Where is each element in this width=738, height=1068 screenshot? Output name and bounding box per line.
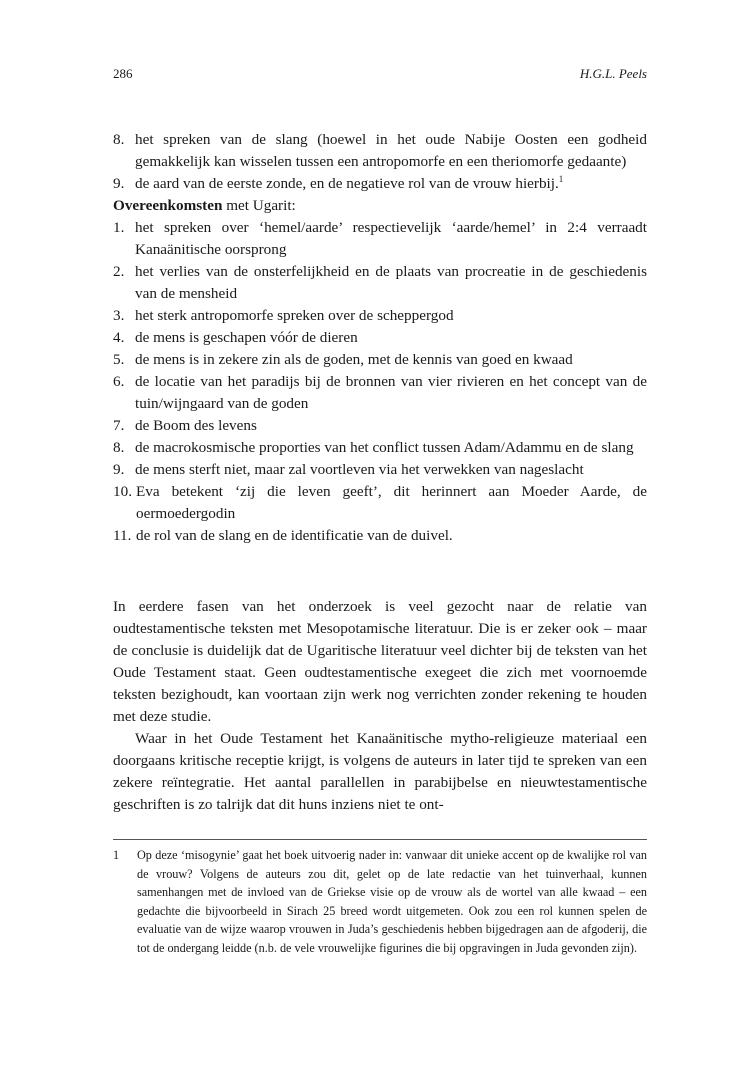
page-number: 286 <box>113 66 133 81</box>
list-item: 9. de mens sterft niet, maar zal voortleven via het verwekken van nageslacht <box>113 461 584 478</box>
list-item: 8. de macrokosmische proporties van het conflict tussen Adam/Adammu en de slang <box>113 439 634 456</box>
paragraph: In eerdere fasen van het onderzoek is veel gezocht naar de relatie van oudtestamentische teksten met Mesopotamische literatuur. Die is er zeker ook – maar de conclusie is duidelijk dat de Ugaritische literatuur veel dichter bij de teksten van het Oude Testament staat. Geen oudtestamentische exegeet die zich met voornoemde teksten bezighoudt, kan voortaan zijn werk nog verrichten zonder rekening te houden met deze studie. <box>113 598 647 725</box>
list-item: 1. het spreken over ‘hemel/aarde’ respectievelijk ‘aarde/hemel’ in 2:4 verraadt Kanaänitische oorsprong <box>113 219 647 258</box>
running-head-author: H.G.L. Peels <box>579 66 647 81</box>
footnote <box>113 846 647 957</box>
footnote-divider <box>113 839 647 840</box>
book-page <box>113 0 647 1068</box>
paragraph: Waar in het Oude Testament het Kanaänitische mytho-religieuze materiaal een doorgaans kritische receptie krijgt, is volgens de auteurs in later tijd te spreken van een zekere reïntegratie. Het aantal parallellen in parabijbelse en nieuwtestamentische geschriften is zo talrijk dat dit huns inziens niet te ont- <box>113 730 647 813</box>
list-item: 4. de mens is geschapen vóór de dieren <box>113 329 358 346</box>
list-item: 2. het verlies van de onsterfelijkheid en de plaats van procreatie in de geschiedenis van de mensheid <box>113 263 647 302</box>
list-item: 10. Eva betekent ‘zij die leven geeft’, dit herinnert aan Moeder Aarde, de oermoedergodin <box>113 483 647 522</box>
section-heading: Overeenkomsten met Ugarit: <box>113 197 296 214</box>
footnote-reference: 1 <box>558 173 564 184</box>
enumerations <box>113 129 647 547</box>
footnote-number: 1 <box>113 848 120 862</box>
list-item: 8. het spreken van de slang (hoewel in het oude Nabije Oosten een godheid gemakkelijk kan wisselen tussen een antropomorfe en een theriomorfe gedaante) <box>113 131 647 170</box>
list-item: 9. de aard van de eerste zonde, en de negatieve rol van de vrouw hierbij.$^1$ <box>113 173 564 192</box>
body-text <box>113 596 647 816</box>
list-item: 5. de mens is in zekere zin als de goden, met de kennis van goed en kwaad <box>113 351 573 368</box>
list-item: 7. de Boom des levens <box>113 417 257 434</box>
list-item: 3. het sterk antropomorfe spreken over de scheppergod <box>113 307 454 324</box>
list-item: 11. de rol van de slang en de identificatie van de duivel. <box>113 527 453 544</box>
footnote-text: Op deze ‘misogynie’ gaat het boek uitvoerig nader in: vanwaar dit unieke accent op de kwalijke rol van de vrouw? Volgens de auteurs zou dit, gelet op de late redactie van het tuinverhaal, kunnen samenhangen met de invloed van de Griekse visie op de vrouw als de wortel van alle kwaad – een gedachte die bijvoorbeeld in Sirach 25 breed wordt uitgemeten. Ook zou een rol kunnen spelen de evaluatie van de wijze waarop vrouwen in Juda’s geschiedenis hebben bijgedragen aan de afgoderij, die tot de ondergang leidde (n.b. de vele vrouwelijke figurines die bij opgravingen in Juda gevonden zijn). <box>137 848 647 955</box>
list-item: 6. de locatie van het paradijs bij de bronnen van vier rivieren en het concept van de tuin/wijngaard van de goden <box>113 373 647 412</box>
